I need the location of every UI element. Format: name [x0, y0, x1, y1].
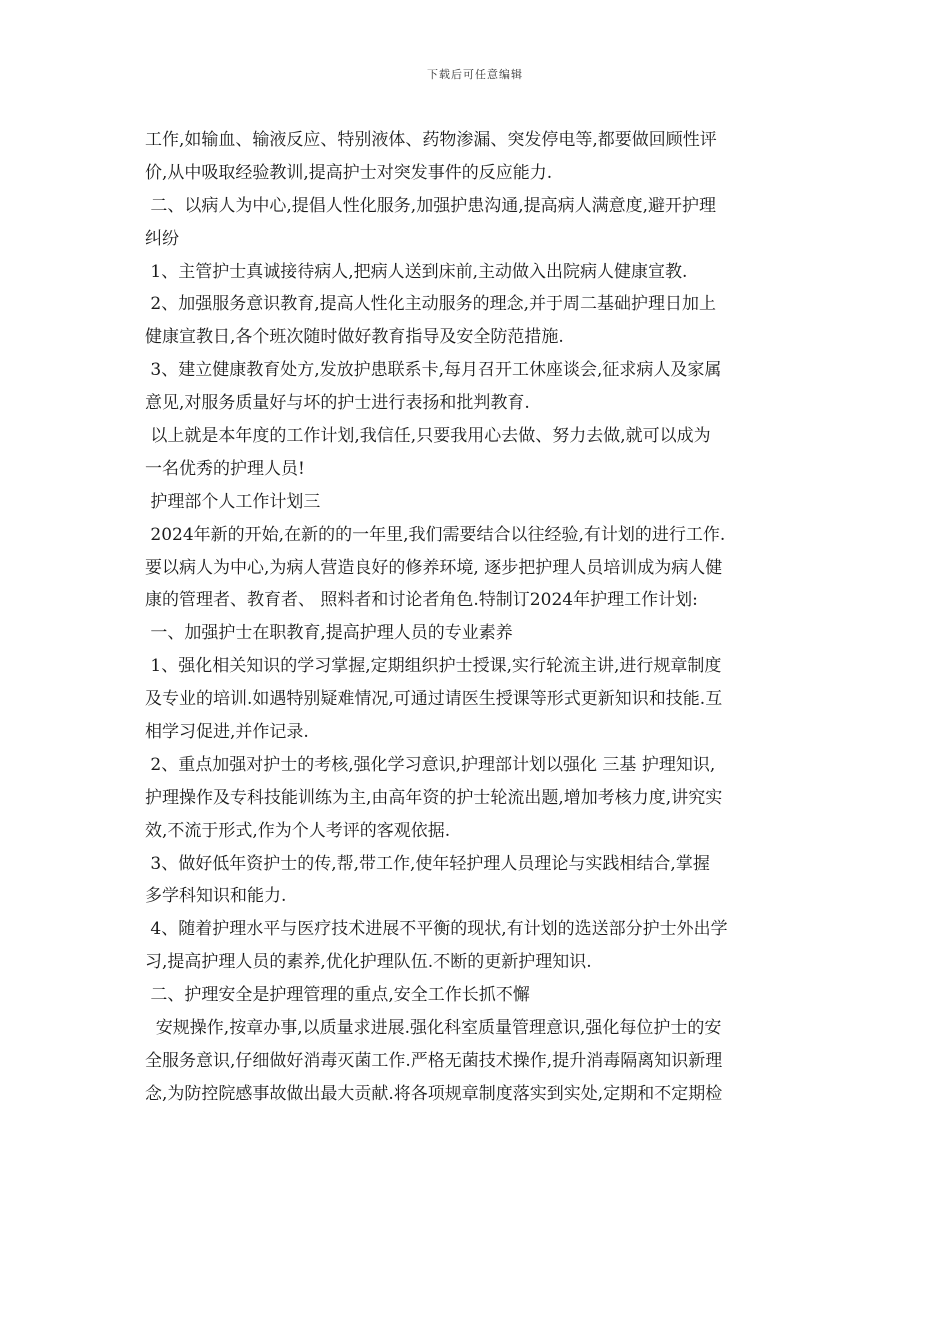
section-heading: 二、护理安全是护理管理的重点,安全工作长抓不懈 — [145, 985, 530, 1006]
text-line: 效,不流于形式,作为个人考评的客观依据. — [145, 820, 451, 841]
text-line: 康的管理者、教育者、 照料者和讨论者角色.特制订2024年护理工作计划: — [145, 590, 698, 611]
list-item: 2、重点加强对护士的考核,强化学习意识,护理部计划以强化 三基 护理知识, — [145, 754, 716, 775]
text-line: 安规操作,按章办事,以质量求进展.强化科室质量管理意识,强化每位护士的安 — [145, 1018, 722, 1039]
section-title: 护理部个人工作计划三 — [145, 491, 321, 512]
page-header: 下载后可任意编辑 — [427, 68, 523, 81]
text-line: 多学科知识和能力. — [145, 886, 287, 907]
section-heading: 一、加强护士在职教育,提高护理人员的专业素养 — [145, 623, 513, 644]
text-line: 健康宣教日,各个班次随时做好教育指导及安全防范措施. — [145, 327, 564, 348]
text-line: 2024年新的开始,在新的的一年里,我们需要结合以往经验,有计划的进行工作. — [145, 524, 726, 545]
list-item: 1、强化相关知识的学习掌握,定期组织护士授课,实行轮流主讲,进行规章制度 — [145, 656, 722, 677]
list-item: 1、主管护士真诚接待病人,把病人送到床前,主动做入出院病人健康宣教. — [145, 261, 688, 282]
text-line: 习,提高护理人员的素养,优化护理队伍.不断的更新护理知识. — [145, 952, 592, 973]
text-line: 护理操作及专科技能训练为主,由高年资的护士轮流出题,增加考核力度,讲究实 — [145, 787, 723, 808]
document-body — [145, 124, 809, 1111]
text-line: 相学习促进,并作记录. — [145, 722, 309, 743]
list-item: 3、做好低年资护士的传,帮,带工作,使年轻护理人员理论与实践相结合,掌握 — [145, 853, 710, 874]
text-line: 及专业的培训.如遇特别疑难情况,可通过请医生授课等形式更新知识和技能.互 — [145, 689, 723, 710]
text-line: 全服务意识,仔细做好消毒灭菌工作.严格无菌技术操作,提升消毒隔离知识新理 — [145, 1050, 723, 1071]
text-line: 念,为防控院感事故做出最大贡献.将各项规章制度落实到实处,定期和不定期检 — [145, 1083, 723, 1104]
text-line: 工作,如输血、输液反应、特别液体、药物渗漏、突发停电等,都要做回顾性评 — [145, 130, 717, 150]
text-line: 一名优秀的护理人员! — [145, 458, 305, 479]
text-line: 以上就是本年度的工作计划,我信任,只要我用心去做、努力去做,就可以成为 — [145, 426, 711, 447]
text-line: 纠纷 — [145, 228, 179, 249]
list-item: 2、加强服务意识教育,提高人性化主动服务的理念,并于周二基础护理日加上 — [145, 294, 717, 315]
section-heading: 二、以病人为中心,提倡人性化服务,加强护患沟通,提高病人满意度,避开护理 — [145, 195, 717, 216]
text-line: 价,从中吸取经验教训,提高护士对突发事件的反应能力. — [145, 162, 553, 183]
list-item: 3、建立健康教育处方,发放护患联系卡,每月召开工休座谈会,征求病人及家属 — [145, 360, 722, 381]
text-line: 要以病人为中心,为病人营造良好的修养环境, 逐步把护理人员培训成为病人健 — [145, 557, 723, 578]
list-item: 4、随着护理水平与医疗技术进展不平衡的现状,有计划的选送部分护士外出学 — [145, 919, 728, 940]
text-line: 意见,对服务质量好与坏的护士进行表扬和批判教育. — [145, 393, 530, 414]
